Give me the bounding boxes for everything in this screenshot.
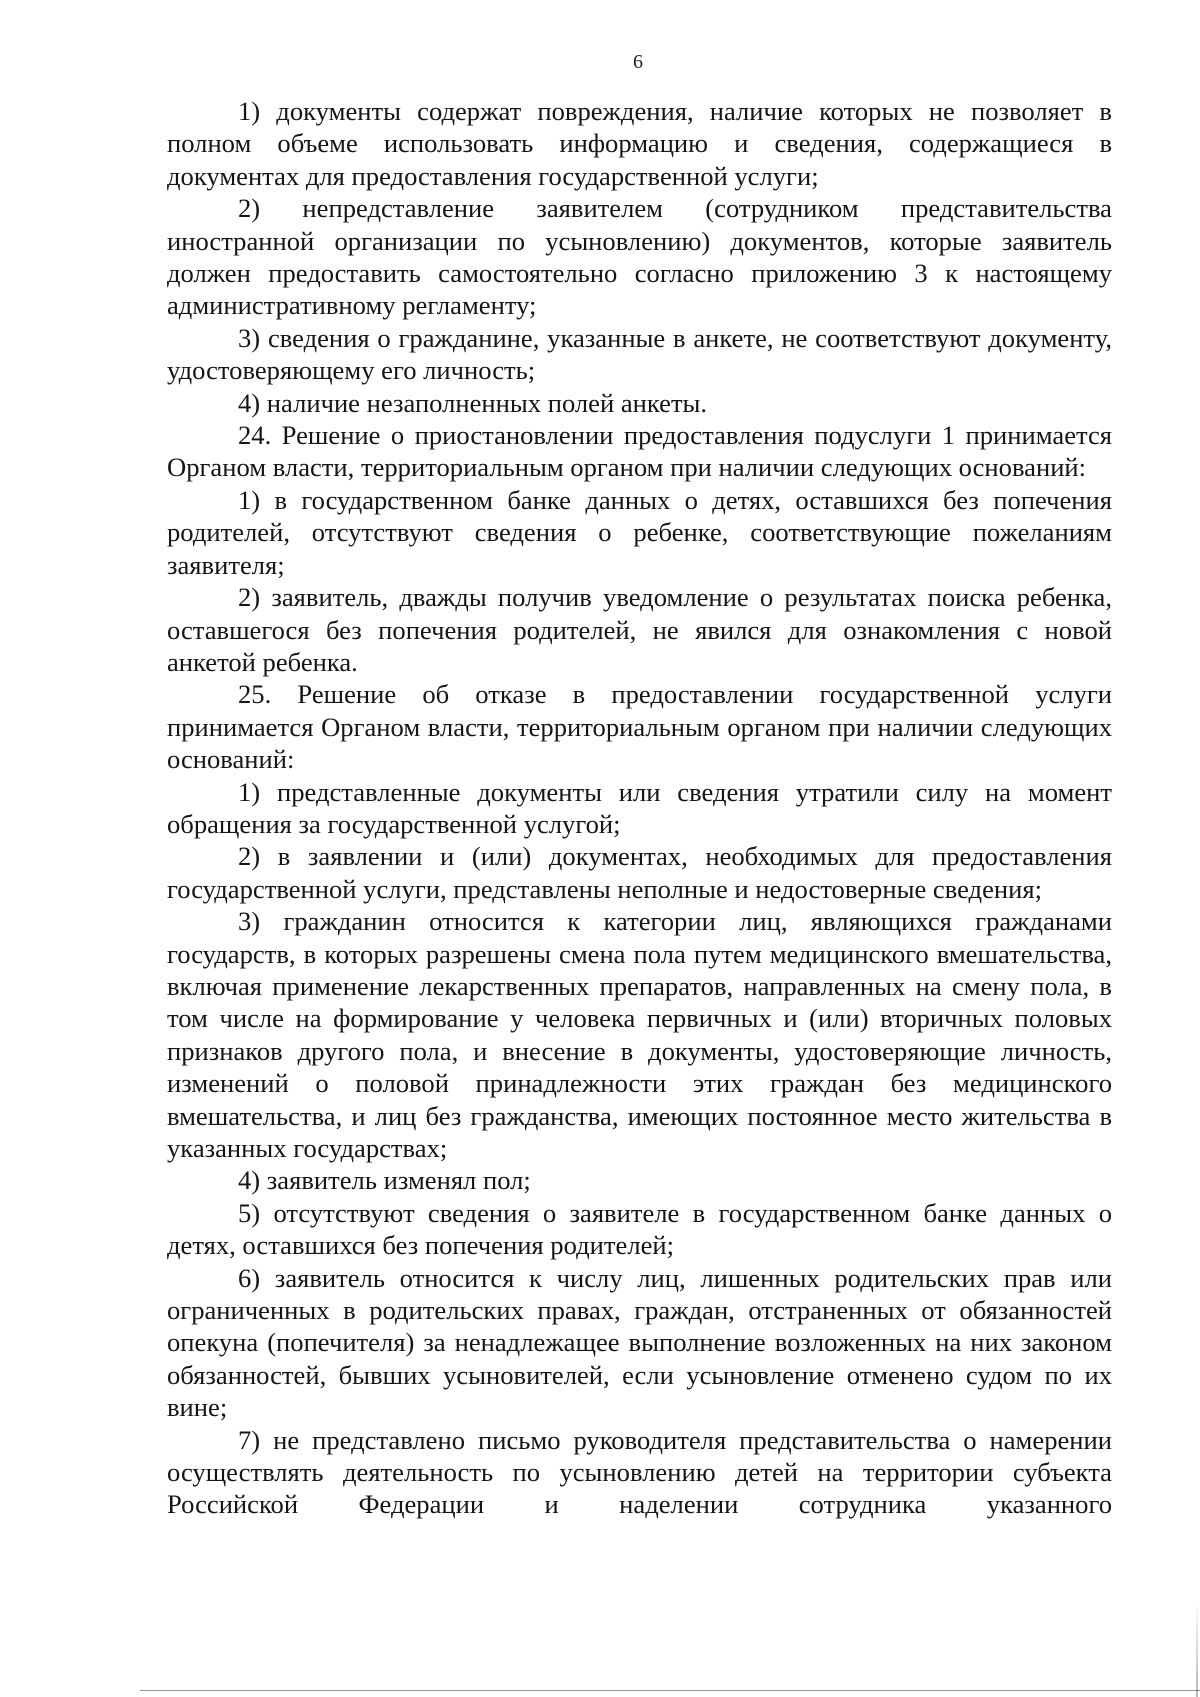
- paragraph-documents-not-provided: 2) непредставление заявителем (сотрудником представительства иностранной организации по усыновлению) документов, которые заявитель должен предоставить самостоятельно согласно приложению 3 к настоящему административному регламенту;: [167, 193, 1112, 321]
- page-number: 6: [633, 51, 643, 73]
- paragraph-no-child-data: 1) в государственном банке данных о детях, оставшихся без попечения родителей, отсутствуют сведения о ребенке, соответствующие пожеланиям заявителя;: [167, 484, 1112, 580]
- paragraph-expired-documents: 1) представленные документы или сведения утратили силу на момент обращения за государственной услугой;: [167, 776, 1112, 839]
- paragraph-incomplete-data: 2) в заявлении и (или) документах, необходимых для предоставления государственной услуги, представлены неполные и недостоверные сведения;: [167, 841, 1112, 904]
- paragraph-empty-fields: 4) наличие незаполненных полей анкеты.: [238, 387, 708, 418]
- paragraph-section-25: 25. Решение об отказе в предоставлении государственной услуги принимается Органом власти, территориальным органом при наличии следующих оснований:: [167, 679, 1112, 775]
- paragraph-section-24: 24. Решение о приостановлении предоставления подуслуги 1 принимается Органом власти, территориальным органом при наличии следующих оснований:: [167, 420, 1112, 483]
- paragraph-applicant-changed-gender: 4) заявитель изменял пол;: [238, 1165, 531, 1196]
- scan-bottom-line: [140, 1690, 1200, 1691]
- document-body: [167, 95, 1112, 1521]
- paragraph-data-mismatch: 3) сведения о гражданине, указанные в анкете, не соответствуют документу, удостоверяющему его личность;: [167, 322, 1112, 386]
- paragraph-no-applicant-data: 5) отсутствуют сведения о заявителе в государственном банке данных о детях, оставшихся без попечения родителей;: [167, 1197, 1112, 1261]
- paragraph-gender-change-states: 3) гражданин относится к категории лиц, являющихся гражданами государств, в которых разрешены смена пола путем медицинского вмешательства, включая применение лекарственных препаратов, направленных на смену пола, в том числе на формирование у человека первичных и (или) вторичных половых признаков другого пола, и внесение в документы, удостоверяющие личность, изменений о половой принадлежности этих граждан без медицинского вмешательства, и лиц без гражданства, имеющих постоянное место жительства в указанных государствах;: [167, 906, 1112, 1163]
- paragraph-no-letter: 7) не представлено письмо руководителя представительства о намерении осуществлять деятельность по усыновлению детей на территории субъекта Российской Федерации и наделении сотрудника указанного: [167, 1424, 1112, 1520]
- scan-edge-shadow: [1196, 1600, 1198, 1697]
- paragraph-applicant-absent: 2) заявитель, дважды получив уведомление о результатах поиска ребенка, оставшегося без попечения родителей, не явился для ознакомления с новой анкетой ребенка.: [167, 582, 1112, 677]
- paragraph-deprived-rights: 6) заявитель относится к числу лиц, лишенных родительских прав или ограниченных в родительских правах, граждан, отстраненных от обязанностей опекуна (попечителя) за ненадлежащее выполнение возложенных на них законом обязанностей, бывших усыновителей, если усыновление отменено судом по их вине;: [167, 1262, 1112, 1423]
- paragraph-doc-damage: 1) документы содержат повреждения, наличие которых не позволяет в полном объеме использовать информацию и сведения, содержащиеся в документах для предоставления государственной услуги;: [167, 96, 1112, 191]
